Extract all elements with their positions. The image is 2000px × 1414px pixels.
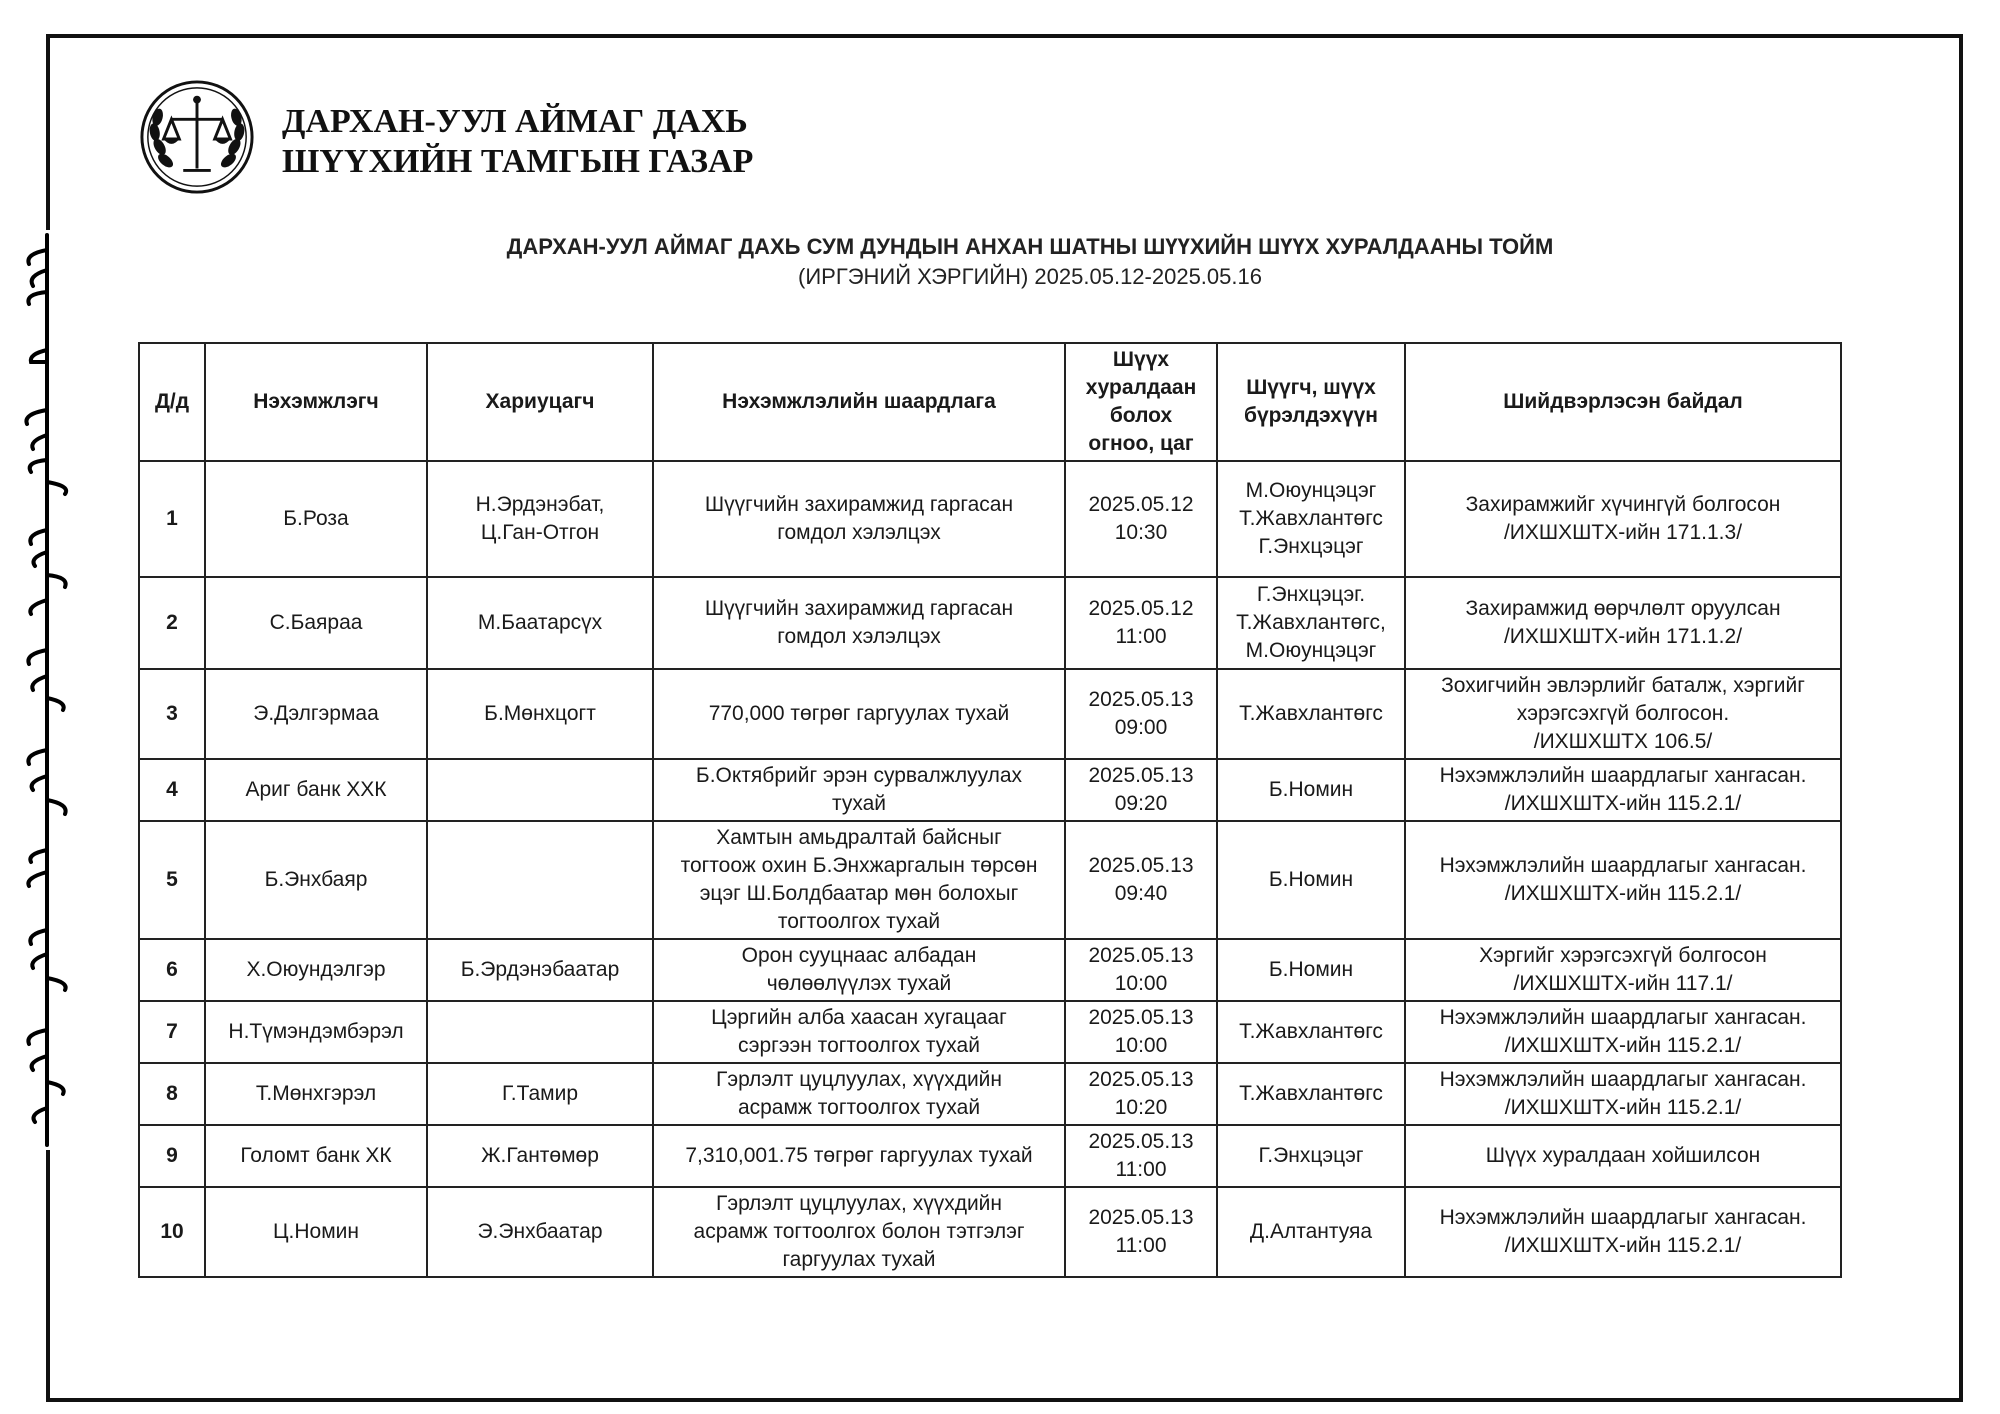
header-judge: Шүүгч, шүүх бүрэлдэхүүн bbox=[1217, 343, 1405, 461]
cell-judge: М.Оюунцэцэг Т.Жавхлантөгс Г.Энхцэцэг bbox=[1217, 461, 1405, 577]
cell-number: 6 bbox=[139, 939, 205, 1001]
cell-claim: Хамтын амьдралтай байсныг тогтоож охин Б.Энхжаргалын төрсөн эцэг Ш.Болдбаатар мөн болохыг тогтоолгох тухай bbox=[653, 821, 1065, 939]
cell-datetime: 2025.05.13 11:00 bbox=[1065, 1125, 1217, 1187]
header-claim: Нэхэмжлэлийн шаардлага bbox=[653, 343, 1065, 461]
table-header-row bbox=[139, 343, 1841, 461]
cell-claim: 7,310,001.75 төгрөг гаргуулах тухай bbox=[653, 1125, 1065, 1187]
document-title-line-1: ДАРХАН-УУЛ АЙМАГ ДАХЬ СУМ ДУНДЫН АНХАН ШАТНЫ ШҮҮХИЙН ШҮҮХ ХУРАЛДААНЫ ТОЙМ bbox=[506, 234, 1554, 259]
cell-result: Нэхэмжлэлийн шаардлагыг хангасан. /ИХШХШТХ-ийн 115.2.1/ bbox=[1405, 1001, 1841, 1063]
cell-number: 8 bbox=[139, 1063, 205, 1125]
table-row bbox=[139, 461, 1841, 577]
cell-judge: Т.Жавхлантөгс bbox=[1217, 1063, 1405, 1125]
scales-of-justice-emblem-icon bbox=[138, 78, 256, 196]
cell-judge: Г.Энхцэцэг bbox=[1217, 1125, 1405, 1187]
cell-plaintiff: Т.Мөнхгэрэл bbox=[205, 1063, 427, 1125]
cell-claim: Гэрлэлт цуцлуулах, хүүхдийн асрамж тогтоолгох тухай bbox=[653, 1063, 1065, 1125]
cell-number: 1 bbox=[139, 461, 205, 577]
table-row bbox=[139, 1125, 1841, 1187]
header-number: Д/д bbox=[139, 343, 205, 461]
cell-result: Нэхэмжлэлийн шаардлагыг хангасан. /ИХШХШТХ-ийн 115.2.1/ bbox=[1405, 759, 1841, 821]
cell-plaintiff: Б.Роза bbox=[205, 461, 427, 577]
document-title-line-2: (ИРГЭНИЙ ХЭРГИЙН) 2025.05.12-2025.05.16 bbox=[798, 264, 1262, 289]
cell-claim: Гэрлэлт цуцлуулах, хүүхдийн асрамж тогтоолгох болон тэтгэлэг гаргуулах тухай bbox=[653, 1187, 1065, 1277]
cell-result: Хэргийг хэрэгсэхгүй болгосон /ИХШХШТХ-ийн 117.1/ bbox=[1405, 939, 1841, 1001]
cell-claim: Цэргийн алба хаасан хугацааг сэргээн тогтоолгох тухай bbox=[653, 1001, 1065, 1063]
cell-datetime: 2025.05.13 10:20 bbox=[1065, 1063, 1217, 1125]
cell-judge: Б.Номин bbox=[1217, 939, 1405, 1001]
cell-result: Захирамжид өөрчлөлт оруулсан /ИХШХШТХ-ийн 171.1.2/ bbox=[1405, 577, 1841, 669]
cell-number: 7 bbox=[139, 1001, 205, 1063]
table-row bbox=[139, 821, 1841, 939]
table-row bbox=[139, 577, 1841, 669]
cell-defendant: М.Баатарсүх bbox=[427, 577, 653, 669]
cell-judge: Д.Алтантуяа bbox=[1217, 1187, 1405, 1277]
cell-number: 2 bbox=[139, 577, 205, 669]
cell-judge: Б.Номин bbox=[1217, 759, 1405, 821]
cell-defendant: Э.Энхбаатар bbox=[427, 1187, 653, 1277]
cell-judge: Т.Жавхлантөгс bbox=[1217, 1001, 1405, 1063]
cell-defendant: Н.Эрдэнэбат, Ц.Ган-Отгон bbox=[427, 461, 653, 577]
cell-datetime: 2025.05.13 11:00 bbox=[1065, 1187, 1217, 1277]
table-row bbox=[139, 759, 1841, 821]
cell-datetime: 2025.05.12 10:30 bbox=[1065, 461, 1217, 577]
cell-datetime: 2025.05.12 11:00 bbox=[1065, 577, 1217, 669]
cell-datetime: 2025.05.13 10:00 bbox=[1065, 939, 1217, 1001]
cell-plaintiff: Ариг банк ХХК bbox=[205, 759, 427, 821]
cell-defendant: Б.Мөнхцогт bbox=[427, 669, 653, 759]
cell-number: 3 bbox=[139, 669, 205, 759]
cell-defendant: Г.Тамир bbox=[427, 1063, 653, 1125]
header-result: Шийдвэрлэсэн байдал bbox=[1405, 343, 1841, 461]
cell-claim: Орон сууцнаас албадан чөлөөлүүлэх тухай bbox=[653, 939, 1065, 1001]
cell-defendant bbox=[427, 1001, 653, 1063]
cell-result: Нэхэмжлэлийн шаардлагыг хангасан. /ИХШХШТХ-ийн 115.2.1/ bbox=[1405, 821, 1841, 939]
cell-plaintiff: Голомт банк ХК bbox=[205, 1125, 427, 1187]
cell-plaintiff: Б.Энхбаяр bbox=[205, 821, 427, 939]
table-body bbox=[139, 461, 1841, 1277]
cell-defendant: Ж.Гантөмөр bbox=[427, 1125, 653, 1187]
cell-result: Нэхэмжлэлийн шаардлагыг хангасан. /ИХШХШТХ-ийн 115.2.1/ bbox=[1405, 1063, 1841, 1125]
table-row bbox=[139, 939, 1841, 1001]
cell-result: Захирамжийг хүчингүй болгосон /ИХШХШТХ-ийн 171.1.3/ bbox=[1405, 461, 1841, 577]
cell-judge: Б.Номин bbox=[1217, 821, 1405, 939]
cell-judge: Т.Жавхлантөгс bbox=[1217, 669, 1405, 759]
table-row bbox=[139, 1187, 1841, 1277]
cell-number: 5 bbox=[139, 821, 205, 939]
cell-claim: Шүүгчийн захирамжид гаргасан гомдол хэлэлцэх bbox=[653, 577, 1065, 669]
cell-datetime: 2025.05.13 09:00 bbox=[1065, 669, 1217, 759]
table-row bbox=[139, 1001, 1841, 1063]
cell-result: Шүүх хуралдаан хойшилсон bbox=[1405, 1125, 1841, 1187]
cell-result: Зохигчийн эвлэрлийг баталж, хэргийг хэрэгсэхгүй болгосон. /ИХШХШТХ 106.5/ bbox=[1405, 669, 1841, 759]
cell-defendant bbox=[427, 821, 653, 939]
cell-defendant: Б.Эрдэнэбаатар bbox=[427, 939, 653, 1001]
cell-claim: Б.Октябрийг эрэн сурвалжлуулах тухай bbox=[653, 759, 1065, 821]
cell-defendant bbox=[427, 759, 653, 821]
table-row bbox=[139, 669, 1841, 759]
cell-plaintiff: Х.Оюундэлгэр bbox=[205, 939, 427, 1001]
cell-plaintiff: Н.Түмэндэмбэрэл bbox=[205, 1001, 427, 1063]
header-defendant: Хариуцагч bbox=[427, 343, 653, 461]
cell-plaintiff: С.Баяраа bbox=[205, 577, 427, 669]
cell-plaintiff: Ц.Номин bbox=[205, 1187, 427, 1277]
cell-datetime: 2025.05.13 09:40 bbox=[1065, 821, 1217, 939]
cell-number: 9 bbox=[139, 1125, 205, 1187]
organization-name-line-1: ДАРХАН-УУЛ АЙМАГ ДАХЬ bbox=[282, 103, 748, 140]
cell-datetime: 2025.05.13 09:20 bbox=[1065, 759, 1217, 821]
document-title bbox=[140, 232, 1920, 292]
organization-name bbox=[282, 102, 753, 182]
cell-result: Нэхэмжлэлийн шаардлагыг хангасан. /ИХШХШТХ-ийн 115.2.1/ bbox=[1405, 1187, 1841, 1277]
table-header bbox=[139, 343, 1841, 461]
organization-name-line-2: ШҮҮХИЙН ТАМГЫН ГАЗАР bbox=[282, 143, 754, 180]
cell-number: 4 bbox=[139, 759, 205, 821]
cell-datetime: 2025.05.13 10:00 bbox=[1065, 1001, 1217, 1063]
cell-judge: Г.Энхцэцэг. Т.Жавхлантөгс, М.Оюунцэцэг bbox=[1217, 577, 1405, 669]
header-datetime: Шүүх хуралдаан болох огноо, цаг bbox=[1065, 343, 1217, 461]
cell-number: 10 bbox=[139, 1187, 205, 1277]
hearing-schedule-table bbox=[138, 342, 1842, 1278]
mongolian-script-vertical-text bbox=[2, 230, 92, 1150]
header-plaintiff: Нэхэмжлэгч bbox=[205, 343, 427, 461]
cell-claim: Шүүгчийн захирамжид гаргасан гомдол хэлэлцэх bbox=[653, 461, 1065, 577]
table-row bbox=[139, 1063, 1841, 1125]
cell-claim: 770,000 төгрөг гаргуулах тухай bbox=[653, 669, 1065, 759]
cell-plaintiff: Э.Дэлгэрмаа bbox=[205, 669, 427, 759]
